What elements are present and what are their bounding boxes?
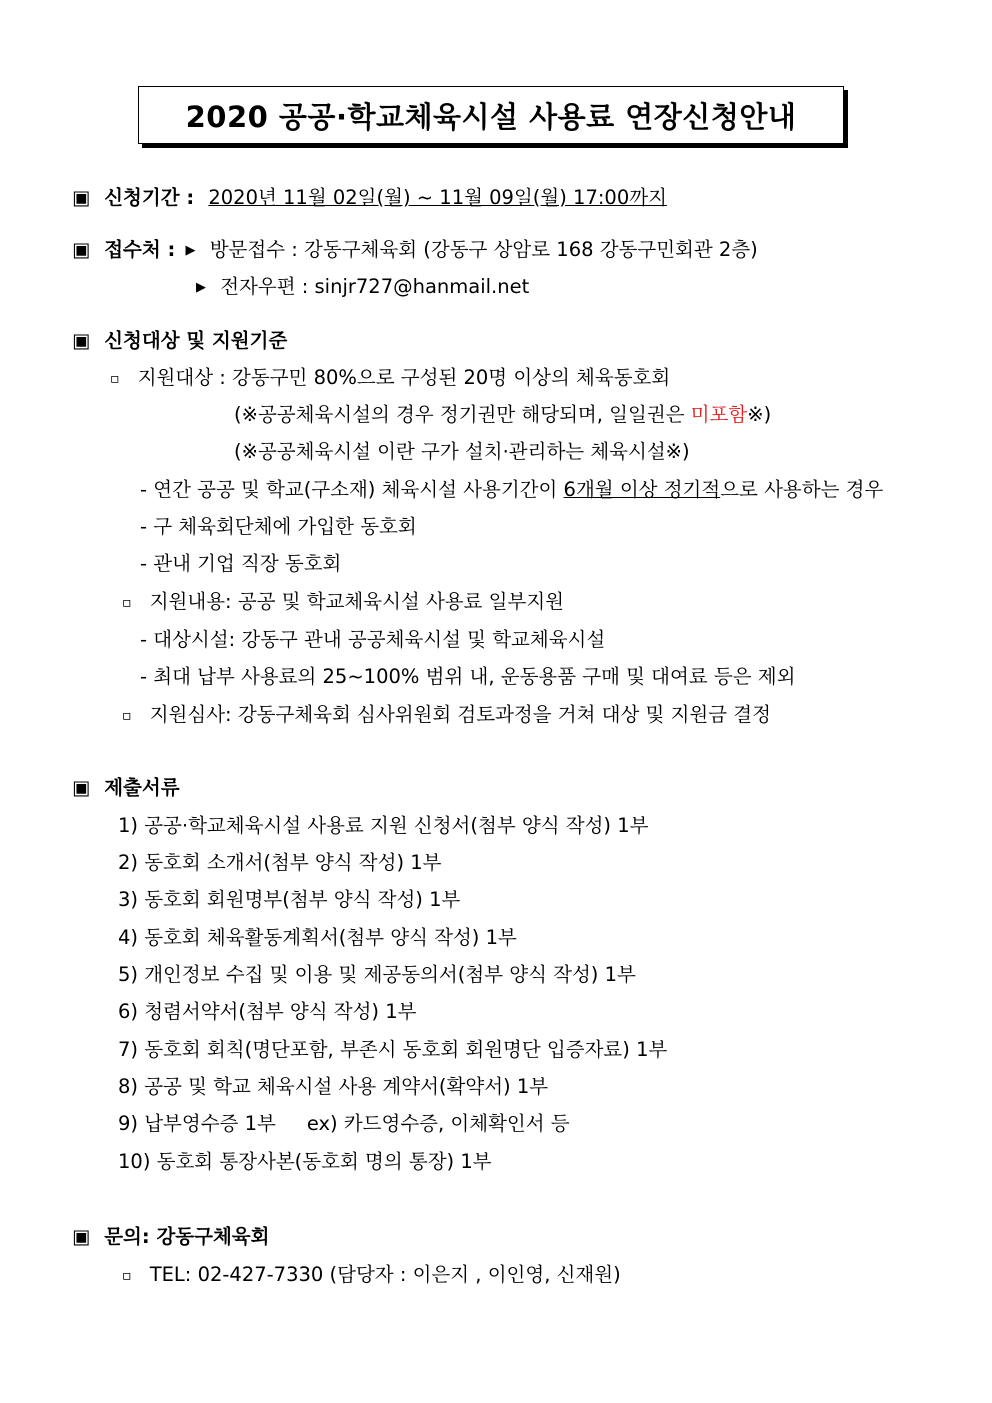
document-item: 1) 공공·학교체육시설 사용료 지원 신청서(첨부 양식 작성) 1부 xyxy=(118,814,649,837)
criteria-content: 지원내용: 공공 및 학교체육시설 사용료 일부지원 xyxy=(149,590,565,613)
regular-period-text: 6개월 이상 정기적 xyxy=(563,478,721,501)
criteria-review: 지원심사: 강동구체육회 심사위원회 검토과정을 거쳐 대상 및 지원금 결정 xyxy=(149,703,771,726)
criteria-content-row xyxy=(122,590,564,616)
documents-heading-row xyxy=(72,776,180,800)
title-box xyxy=(138,86,844,144)
section-bullet-icon: ▣ xyxy=(72,1225,91,1248)
reception-email: 전자우편 : sinjr727@hanmail.net xyxy=(220,275,530,298)
square-bullet-icon: ▫ xyxy=(122,708,132,724)
square-bullet-icon: ▫ xyxy=(122,595,132,611)
square-bullet-icon: ▫ xyxy=(122,1268,132,1284)
contact-heading-row xyxy=(72,1225,270,1249)
criteria-heading: 신청대상 및 지원기준 xyxy=(104,329,288,352)
section-bullet-icon: ▣ xyxy=(72,238,91,261)
documents-heading: 제출서류 xyxy=(104,776,180,799)
document-item: 3) 동호회 회원명부(첨부 양식 작성) 1부 xyxy=(118,888,461,911)
document-item: 10) 동호회 통장사본(동호회 명의 통장) 1부 xyxy=(118,1150,492,1173)
reception-visit: 방문접수 : 강동구체육회 (강동구 상암로 168 강동구민회관 2층) xyxy=(209,238,758,261)
page-title: 2020 공공·학교체육시설 사용료 연장신청안내 xyxy=(185,99,797,134)
contact-tel-row xyxy=(122,1263,621,1289)
period-row xyxy=(72,186,667,210)
document-item: 5) 개인정보 수집 및 이용 및 제공동의서(첨부 양식 작성) 1부 xyxy=(118,963,636,986)
arrow-icon: ▶ xyxy=(196,280,206,295)
reception-label: 접수처 : xyxy=(104,238,176,261)
period-value: 2020년 11월 02일(월) ~ 11월 09일(월) 17:00까지 xyxy=(208,186,667,209)
section-bullet-icon: ▣ xyxy=(72,329,91,352)
criteria-review-row xyxy=(122,703,771,729)
document-item: 9) 납부영수증 1부 ex) 카드영수증, 이체확인서 등 xyxy=(118,1112,570,1135)
reception-email-row xyxy=(196,275,529,302)
criteria-content2: - 최대 납부 사용료의 25~100% 범위 내, 운동용품 구매 및 대여료 등은 제외 xyxy=(140,665,796,688)
period-label: 신청기간 : xyxy=(104,186,195,209)
document-item: 4) 동호회 체육활동계획서(첨부 양식 작성) 1부 xyxy=(118,926,517,949)
criteria-note2: (※공공체육시설 이란 구가 설치·관리하는 체육시설※) xyxy=(234,440,690,463)
criteria-cond1: - 연간 공공 및 학교(구소재) 체육시설 사용기간이 6개월 이상 정기적으로 사용하는 경우 xyxy=(140,478,884,501)
criteria-target-row xyxy=(110,366,670,392)
section-bullet-icon: ▣ xyxy=(72,186,91,209)
criteria-heading-row xyxy=(72,329,287,353)
criteria-content1: - 대상시설: 강동구 관내 공공체육시설 및 학교체육시설 xyxy=(140,628,606,651)
square-bullet-icon: ▫ xyxy=(110,371,120,387)
criteria-cond2: - 구 체육회단체에 가입한 동호회 xyxy=(140,515,417,538)
excluded-text: 미포함 xyxy=(690,403,748,426)
document-item: 2) 동호회 소개서(첨부 양식 작성) 1부 xyxy=(118,851,442,874)
document-item: 6) 청렴서약서(첨부 양식 작성) 1부 xyxy=(118,1000,417,1023)
reception-row xyxy=(72,238,758,265)
section-bullet-icon: ▣ xyxy=(72,776,91,799)
contact-heading: 문의: 강동구체육회 xyxy=(104,1225,270,1248)
contact-tel: TEL: 02-427-7330 (담당자 : 이은지 , 이인영, 신재원) xyxy=(149,1263,621,1286)
document-item: 8) 공공 및 학교 체육시설 사용 계약서(확약서) 1부 xyxy=(118,1075,549,1098)
criteria-target: 지원대상 : 강동구민 80%으로 구성된 20명 이상의 체육동호회 xyxy=(137,366,671,389)
criteria-cond3: - 관내 기업 직장 동호회 xyxy=(140,552,342,575)
criteria-note1: (※공공체육시설의 경우 정기권만 해당되며, 일일권은 미포함※) xyxy=(234,403,772,426)
arrow-icon: ▶ xyxy=(185,243,196,258)
document-item: 7) 동호회 회칙(명단포함, 부존시 동호회 회원명단 입증자료) 1부 xyxy=(118,1038,668,1061)
